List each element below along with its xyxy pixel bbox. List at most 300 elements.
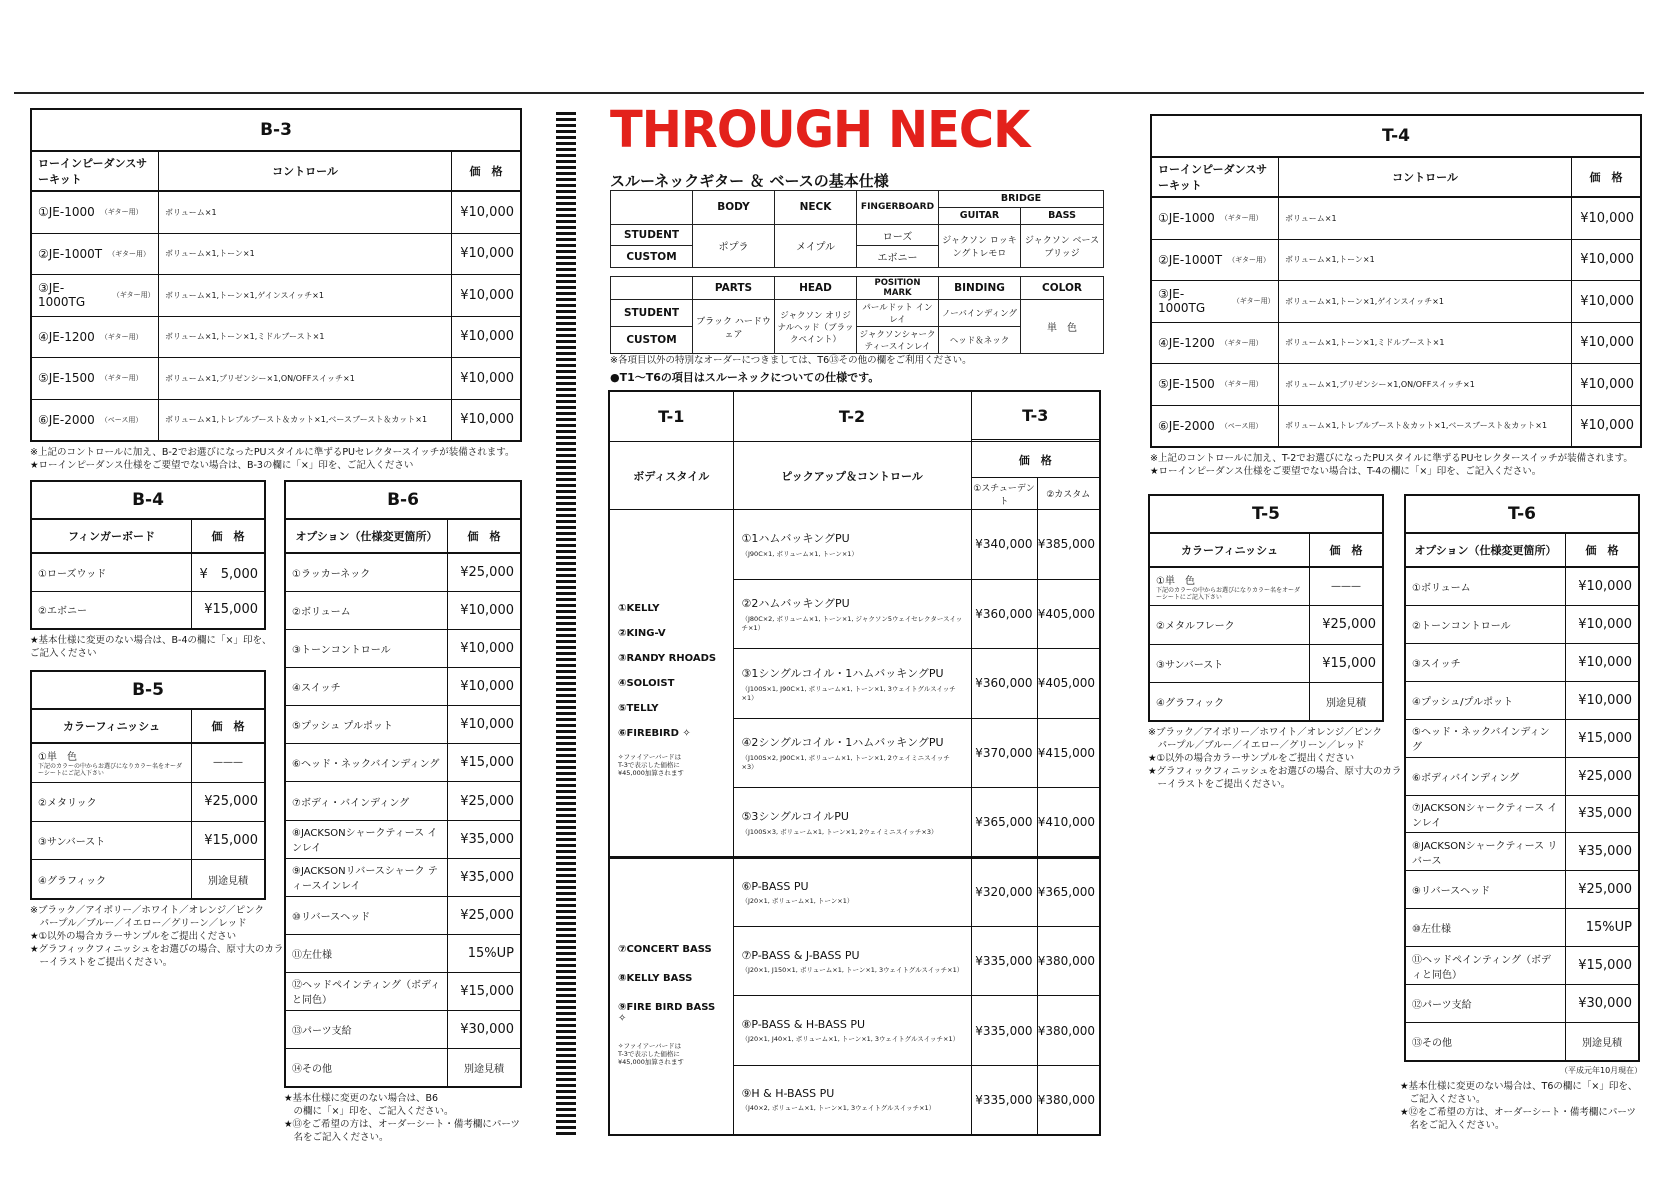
table-row	[609, 510, 1100, 579]
option-price: 別途見積	[464, 1064, 504, 1076]
option-cell	[286, 821, 448, 858]
circuit-model-cell	[1152, 364, 1279, 405]
b3-header-circuit: ローインピーダンスサーキット	[32, 152, 159, 190]
t1-body-style: ⑥FIREBIRD ✧	[618, 727, 691, 739]
table-row	[286, 973, 520, 1011]
table-row	[32, 744, 264, 783]
option-price: 別途見積	[1326, 697, 1366, 709]
option-label: ③トーンコントロール	[292, 645, 391, 657]
option-price: ¥10,000	[1578, 654, 1632, 670]
t3-custom-price: ¥380,000	[1037, 996, 1100, 1065]
t3-custom-price: ¥410,000	[1037, 787, 1100, 857]
table-row	[1152, 323, 1640, 365]
t6-header-price: 価 格	[1585, 544, 1619, 557]
b3-header-control: コントロール	[159, 152, 452, 190]
t2-pickup-detail: （J40×2, ボリューム×1, トーン×1, 3ウェイトグルスイッチ×1）	[741, 1104, 936, 1113]
b6-note-3: ★⑬をご希望の方は、オーダーシート・備考欄にパーツ	[284, 1119, 520, 1130]
option-label: ⑤ヘッド・ネックバインディング	[1412, 727, 1550, 754]
t2-pickup-name: ①1ハムバッキングPU	[741, 532, 850, 546]
b5-note-3: ★①以外の場合カラーサンプルをご提出ください	[30, 931, 237, 942]
b3-title: B-3	[32, 110, 520, 152]
option-sub: 下記のカラーの中からお選びになりカラー名をオーダーシートにご記入下さい	[1156, 587, 1301, 602]
option-label: ⑨リバースヘッド	[1412, 886, 1491, 898]
b5-title: B-5	[32, 672, 264, 710]
option-price: 別途見積	[208, 875, 248, 887]
circuit-type: （ギター用）	[1228, 255, 1271, 264]
t2-pickup-name: ⑨H & H-BASS PU	[741, 1087, 835, 1101]
option-cell	[1406, 682, 1566, 719]
t3-student-price: ¥365,000	[971, 787, 1037, 857]
t2-title: T-2	[733, 391, 971, 442]
table-row	[32, 592, 264, 629]
option-label: ②メタルフレーク	[1156, 621, 1235, 633]
t5-title: T-5	[1150, 496, 1382, 534]
option-cell	[32, 744, 192, 782]
circuit-price: ¥10,000	[1580, 376, 1634, 392]
option-label: ③サンバースト	[38, 836, 106, 848]
circuit-type: （ベース用）	[100, 415, 143, 424]
circuit-price: ¥10,000	[460, 287, 514, 303]
table-row	[286, 935, 520, 973]
t2-pickup-detail: （J20×1, ボリューム×1, トーン×1）	[741, 896, 854, 905]
t3-custom-price: ¥405,000	[1037, 649, 1100, 718]
option-cell	[286, 859, 448, 896]
circuit-price: ¥10,000	[460, 412, 514, 428]
circuit-model-cell	[32, 317, 159, 358]
b4-note-1: ★基本仕様に変更のない場合は、B-4の欄に「×」印を、	[30, 635, 272, 646]
t5-header-finish: カラーフィニッシュ	[1150, 534, 1310, 566]
t1-body-style: ⑦CONCERT BASS	[618, 944, 712, 956]
option-cell	[1406, 833, 1566, 870]
spec-note: ※各項目以外の特別なオーダーにつきましては、T6⑬その他の欄をご利用ください。	[610, 355, 972, 366]
option-cell	[286, 935, 448, 972]
t6-rows	[1406, 568, 1638, 1060]
table-row	[286, 859, 520, 897]
table-row	[1150, 568, 1382, 606]
t2-pickup-detail: （J100S×1, J90C×1, ボリューム×1, トーン×1, 3ウェイトグルスイッチ×1）	[741, 684, 956, 702]
option-label: ⑥ヘッド・ネックバインディング	[292, 759, 440, 771]
t123-table	[608, 390, 1101, 1136]
table-row	[1406, 947, 1638, 985]
t3-custom-price: ¥415,000	[1037, 718, 1100, 787]
table-row	[286, 1011, 520, 1049]
circuit-control: ボリューム×1,トーン×1,ミドルブースト×1	[159, 317, 452, 358]
t3-custom-price: ¥380,000	[1037, 927, 1100, 996]
circuit-price: ¥10,000	[1580, 293, 1634, 309]
spec-row-student: STUDENT	[611, 224, 693, 246]
b5-notes	[30, 904, 283, 969]
table-row	[32, 400, 520, 441]
option-cell	[286, 630, 448, 667]
option-cell	[1406, 909, 1566, 946]
circuit-control: ボリューム×1,トレブルブースト＆カット×1,ベースブースト＆カット×1	[159, 400, 452, 441]
t6-note-4: 名をご記入ください。	[1400, 1120, 1505, 1131]
option-price: ¥25,000	[204, 794, 258, 810]
table-row	[32, 358, 520, 400]
b6-rows	[286, 554, 520, 1086]
option-price: 15%UP	[1585, 920, 1632, 936]
circuit-model: ⑥JE-2000	[1158, 418, 1215, 433]
b4-header-fingerboard: フィンガーボード	[32, 520, 192, 552]
t5-table	[1148, 494, 1384, 722]
t5-note-5: ーイラストをご提出ください。	[1148, 779, 1291, 790]
circuit-model-cell	[32, 234, 159, 275]
spec-row-custom: CUSTOM	[611, 246, 693, 268]
option-label: ⑪左仕様	[292, 949, 332, 961]
option-cell	[1150, 683, 1310, 720]
t2-pickup-detail: （J80C×2, ボリューム×1, トーン×1, ジャクソン5ウェイセレクタースイッチ×1）	[741, 615, 963, 633]
table-row	[1406, 1023, 1638, 1060]
b3-notes	[30, 446, 515, 472]
circuit-price: ¥10,000	[460, 370, 514, 386]
option-label: ⑦ボディ・バインディング	[292, 797, 410, 809]
option-label: ④グラフィック	[38, 875, 107, 887]
option-price: 15%UP	[467, 945, 514, 961]
option-cell	[1406, 1023, 1566, 1060]
option-cell	[1150, 645, 1310, 682]
option-price: ¥25,000	[460, 793, 514, 809]
option-price: ¥15,000	[204, 832, 258, 848]
t3-student-price: ¥335,000	[971, 996, 1037, 1065]
t4-header-price: 価 格	[1589, 171, 1623, 184]
option-cell	[286, 973, 448, 1010]
b3-header-price: 価 格	[469, 165, 503, 178]
table-row	[286, 630, 520, 668]
option-price: 別途見積	[1582, 1038, 1622, 1050]
t2-pickup-detail: （J20×1, J150×1, ボリューム×1, トーン×1, 3ウェイトグルスイッチ×1）	[741, 965, 964, 974]
spec-header-bridge: BRIDGE	[939, 191, 1104, 208]
table-row	[1152, 364, 1640, 406]
option-cell	[32, 822, 192, 860]
option-price: ¥25,000	[1578, 882, 1632, 898]
option-cell	[1406, 758, 1566, 795]
circuit-type: （ギター用）	[100, 208, 143, 217]
circuit-type: （ギター用）	[1220, 338, 1263, 347]
t1-firebird-note: ✧ファイアーバードは T-3で表示した価格に ¥45,000加算されます	[618, 752, 684, 777]
table-row	[286, 897, 520, 935]
option-label: ①単 色	[38, 752, 77, 764]
t3-student-price: ¥360,000	[971, 649, 1037, 718]
b6-header-price: 価 格	[467, 530, 501, 543]
option-cell	[286, 554, 448, 591]
spec-parts-value: ブラック ハードウェア	[693, 300, 775, 354]
t5-note-4: ★グラフィックフィニッシュをお選びの場合、原寸大のカラ	[1148, 766, 1402, 777]
t-guitar-section	[609, 510, 1100, 857]
table-row	[1406, 871, 1638, 909]
t1-body-list	[609, 857, 733, 1135]
circuit-model-cell	[32, 192, 159, 233]
b4-notes	[30, 634, 271, 660]
circuit-control: ボリューム×1,トーン×1,ミドルブースト×1	[1279, 323, 1572, 364]
option-label: ⑫ヘッドペインティング（ボディと同色）	[292, 980, 441, 1007]
option-price: ¥15,000	[460, 755, 514, 771]
circuit-model-cell	[1152, 240, 1279, 281]
circuit-control: ボリューム×1	[1279, 198, 1572, 239]
t3-custom-price: ¥385,000	[1037, 510, 1100, 579]
circuit-model-cell	[1152, 406, 1279, 447]
option-cell	[1406, 871, 1566, 908]
circuit-price: ¥10,000	[460, 329, 514, 345]
b5-note-2: パープル／ブルー／イエロー／グリーン／レッド	[30, 918, 247, 929]
option-cell	[32, 783, 192, 821]
spec2-row-custom: CUSTOM	[611, 327, 693, 354]
table-row	[1152, 240, 1640, 282]
option-price: ¥35,000	[1578, 844, 1632, 860]
option-price: ———	[213, 757, 243, 769]
option-price: ¥ 5,000	[199, 566, 258, 582]
table-row	[286, 1049, 520, 1086]
circuit-price: ¥10,000	[460, 204, 514, 220]
table-row	[1406, 796, 1638, 834]
option-label: ④スイッチ	[292, 683, 341, 695]
b4-note-2: ご記入ください	[30, 648, 97, 659]
t2-pickup-detail: （J100S×2, J90C×1, ボリューム×1, トーン×1, 2ウェイミニスイッチ×3）	[741, 754, 950, 772]
t4-title: T-4	[1152, 116, 1640, 158]
option-price: ¥25,000	[1322, 617, 1376, 633]
table-row	[1152, 406, 1640, 447]
b3-note-1: ※上記のコントロールに加え、B-2でお選びになったPUスタイルに準ずるPUセレクタースイッチが装備されます。	[30, 447, 515, 458]
table-row	[286, 782, 520, 820]
spec2-row-student: STUDENT	[611, 300, 693, 327]
option-price: ¥25,000	[1578, 768, 1632, 784]
circuit-model: ⑤JE-1500	[1158, 377, 1215, 392]
t6-title: T-6	[1406, 496, 1638, 534]
b5-header-finish: カラーフィニッシュ	[32, 710, 192, 742]
circuit-control: ボリューム×1,トーン×1	[1279, 240, 1572, 281]
circuit-model: ③JE-1000TG	[1158, 287, 1206, 316]
option-cell	[286, 897, 448, 934]
t4-table	[1150, 114, 1642, 448]
option-price: ¥10,000	[460, 641, 514, 657]
t1-body-style: ⑤TELLY	[618, 702, 659, 714]
spec-neck-value: メイプル	[775, 224, 857, 267]
option-label: ①ボリューム	[1412, 582, 1471, 594]
circuit-model-cell	[1152, 281, 1279, 322]
spec-binding-custom: ヘッド＆ネック	[939, 327, 1021, 354]
t5-header-price: 価 格	[1329, 544, 1363, 557]
b4-rows	[32, 554, 264, 628]
option-sub: 下記のカラーの中からお選びになりカラー名をオーダーシートにご記入下さい	[38, 763, 183, 778]
t2-pickup-name: ③1シングルコイル・1ハムバッキングPU	[741, 666, 944, 680]
t2-pickup-cell	[733, 787, 971, 857]
circuit-model: ③JE-1000TG	[38, 281, 86, 310]
option-cell	[286, 782, 448, 819]
option-price: ¥30,000	[460, 1021, 514, 1037]
option-cell	[1406, 796, 1566, 833]
b4-header-price: 価 格	[211, 530, 245, 543]
t3-custom-price: ¥405,000	[1037, 579, 1100, 648]
t2-pickup-cell	[733, 510, 971, 579]
option-cell	[1406, 720, 1566, 757]
option-price: ———	[1331, 581, 1361, 593]
option-label: ①単 色	[1156, 576, 1195, 588]
option-price: ¥30,000	[1578, 996, 1632, 1012]
t4-header-circuit: ローインピーダンスサーキット	[1152, 158, 1279, 196]
spec-pm-custom: ジャクソンシャーク ティースインレイ	[857, 327, 939, 354]
table-row	[32, 860, 264, 898]
option-price: ¥15,000	[1578, 958, 1632, 974]
t3-student-price: ¥335,000	[971, 1065, 1037, 1135]
table-row	[1406, 606, 1638, 644]
t3-custom-price: ¥380,000	[1037, 1065, 1100, 1135]
option-cell	[286, 668, 448, 705]
option-cell	[286, 1011, 448, 1048]
option-label: ⑩リバースヘッド	[292, 911, 371, 923]
b6-table	[284, 480, 522, 1088]
option-cell	[286, 706, 448, 743]
t2-pickup-detail: （J90C×1, ボリューム×1, トーン×1）	[741, 550, 858, 559]
t2-pickup-cell	[733, 579, 971, 648]
t1-body-style: ④SOLOIST	[618, 677, 675, 689]
circuit-model: ①JE-1000	[1158, 211, 1215, 226]
option-label: ⑩左仕様	[1412, 924, 1451, 936]
t5-note-1: ※ブラック／アイボリー／ホワイト／オレンジ／ピンク	[1148, 727, 1382, 738]
t4-note-2: ★ローインピーダンス仕様をご要望でない場合は、T-4の欄に「×」印を、ご記入ください。	[1150, 466, 1542, 477]
b6-note-4: 名をご記入ください。	[284, 1132, 389, 1143]
circuit-price: ¥10,000	[1580, 335, 1634, 351]
option-price: ¥15,000	[204, 602, 258, 618]
option-label: ②メタリック	[38, 798, 97, 810]
t1-body-style: ③RANDY RHOADS	[618, 652, 717, 664]
circuit-control: ボリューム×1,トレブルブースト＆カット×1,ベースブースト＆カット×1	[1279, 406, 1572, 447]
spec-header-neck: NECK	[775, 191, 857, 225]
option-price: ¥15,000	[460, 983, 514, 999]
option-cell	[1406, 947, 1566, 984]
circuit-type: （ベース用）	[1220, 421, 1263, 430]
circuit-type: （ギター用）	[1220, 380, 1263, 389]
option-label: ⑧JACKSONシャークティース リバース	[1412, 840, 1558, 867]
option-cell	[286, 1049, 448, 1086]
t3-student-price: ¥340,000	[971, 510, 1037, 579]
t1-title: T-1	[609, 391, 733, 442]
circuit-control: ボリューム×1,プリゼンシー×1,ON/OFFスイッチ×1	[159, 358, 452, 399]
spec-header-parts: PARTS	[693, 277, 775, 300]
t3-header-student: ①スチューデント	[971, 478, 1037, 510]
table-row	[1150, 645, 1382, 683]
table-row	[32, 192, 520, 234]
circuit-model: ①JE-1000	[38, 205, 95, 220]
t2-pickup-detail: （J20×1, J40×1, ボリューム×1, トーン×1, 3ウェイトグルスイッチ×1）	[741, 1035, 960, 1044]
b5-header-price: 価 格	[211, 720, 245, 733]
option-label: ⑥ボディバインディング	[1412, 772, 1520, 784]
t5-rows	[1150, 568, 1382, 720]
t2-pickup-name: ②2ハムバッキングPU	[741, 597, 850, 611]
table-row	[1406, 644, 1638, 682]
spec-header-color: COLOR	[1021, 277, 1104, 300]
t2-pickup-cell	[733, 996, 971, 1065]
spec-header-fingerboard: FINGERBOARD	[857, 191, 939, 225]
top-rule	[14, 92, 1644, 94]
circuit-type: （ギター用）	[1220, 214, 1263, 223]
option-label: ④プッシュ/プルポット	[1412, 696, 1514, 708]
t4-header-control: コントロール	[1279, 158, 1572, 196]
circuit-price: ¥10,000	[1580, 418, 1634, 434]
option-label: ④グラフィック	[1156, 697, 1225, 709]
t-series-note: ●T1〜T6の項目はスルーネックについての仕様です。	[610, 371, 880, 384]
option-cell	[1406, 568, 1566, 605]
t3-student-price: ¥370,000	[971, 718, 1037, 787]
t2-pickup-name: ⑥P-BASS PU	[741, 879, 809, 893]
circuit-model-cell	[1152, 198, 1279, 239]
t6-note-1: ★基本仕様に変更のない場合は、T6の欄に「×」印を、	[1400, 1081, 1638, 1092]
table-row	[286, 592, 520, 630]
option-label: ⑤プッシュ プルポット	[292, 721, 393, 733]
table-row	[1406, 833, 1638, 871]
option-label: ②トーンコントロール	[1412, 620, 1511, 632]
spec-binding-student: ノーバインディング	[939, 300, 1021, 327]
t3-student-price: ¥320,000	[971, 857, 1037, 926]
circuit-price: ¥10,000	[460, 246, 514, 262]
t5-note-2: パープル／ブルー／イエロー／グリーン／レッド	[1148, 740, 1365, 751]
option-price: ¥10,000	[460, 679, 514, 695]
spec-header-bass: BASS	[1021, 207, 1104, 224]
t-bass-section	[609, 857, 1100, 1135]
b5-rows	[32, 744, 264, 898]
option-price: ¥35,000	[460, 831, 514, 847]
circuit-price: ¥10,000	[1580, 210, 1634, 226]
t3-custom-price: ¥365,000	[1037, 857, 1100, 926]
table-row	[32, 783, 264, 822]
option-label: ③スイッチ	[1412, 658, 1461, 670]
t2-pickup-cell	[733, 927, 971, 996]
circuit-type: （ギター用）	[112, 291, 155, 300]
table-row	[1406, 758, 1638, 796]
spec-fb-custom: エボニー	[857, 246, 939, 268]
table-row	[1406, 682, 1638, 720]
option-cell	[1150, 606, 1310, 643]
b4-table	[30, 480, 266, 630]
option-cell	[1150, 568, 1310, 605]
table-row	[1406, 985, 1638, 1023]
circuit-type: （ギター用）	[100, 332, 143, 341]
spec-guitar-bridge: ジャクソン ロッキングトレモロ	[939, 224, 1021, 267]
option-cell	[32, 554, 192, 591]
t1-header-body: ボディスタイル	[609, 442, 733, 510]
option-price: ¥10,000	[1578, 692, 1632, 708]
spec-table-2	[610, 276, 1104, 354]
option-cell	[286, 592, 448, 629]
option-price: ¥10,000	[1578, 616, 1632, 632]
page-title: THROUGH NECK	[610, 100, 1030, 160]
option-price: ¥10,000	[460, 717, 514, 733]
option-price: ¥35,000	[1578, 806, 1632, 822]
t6-date: （平成元年10月現在）	[1560, 1066, 1643, 1075]
circuit-model: ④JE-1200	[1158, 335, 1215, 350]
option-price: ¥25,000	[460, 907, 514, 923]
option-price: ¥10,000	[460, 603, 514, 619]
circuit-model: ②JE-1000T	[38, 246, 103, 261]
circuit-control: ボリューム×1,トーン×1	[159, 234, 452, 275]
table-row	[32, 822, 264, 861]
t4-notes	[1150, 452, 1633, 478]
t3-student-price: ¥335,000	[971, 927, 1037, 996]
b5-note-5: ーイラストをご提出ください。	[30, 957, 173, 968]
b6-title: B-6	[286, 482, 520, 520]
spec-table-1	[610, 190, 1104, 268]
t6-notes	[1400, 1080, 1637, 1132]
spec-header-head: HEAD	[775, 277, 857, 300]
t6-table	[1404, 494, 1640, 1062]
b5-note-1: ※ブラック／アイボリー／ホワイト／オレンジ／ピンク	[30, 905, 264, 916]
t3-student-price: ¥360,000	[971, 579, 1037, 648]
t2-header-pickup: ピックアップ＆コントロール	[733, 442, 971, 510]
option-price: ¥35,000	[460, 869, 514, 885]
t2-pickup-cell	[733, 1065, 971, 1135]
option-cell	[1406, 606, 1566, 643]
circuit-model-cell	[1152, 323, 1279, 364]
option-price: ¥15,000	[1578, 730, 1632, 746]
spec-color-value: 単 色	[1021, 300, 1104, 354]
